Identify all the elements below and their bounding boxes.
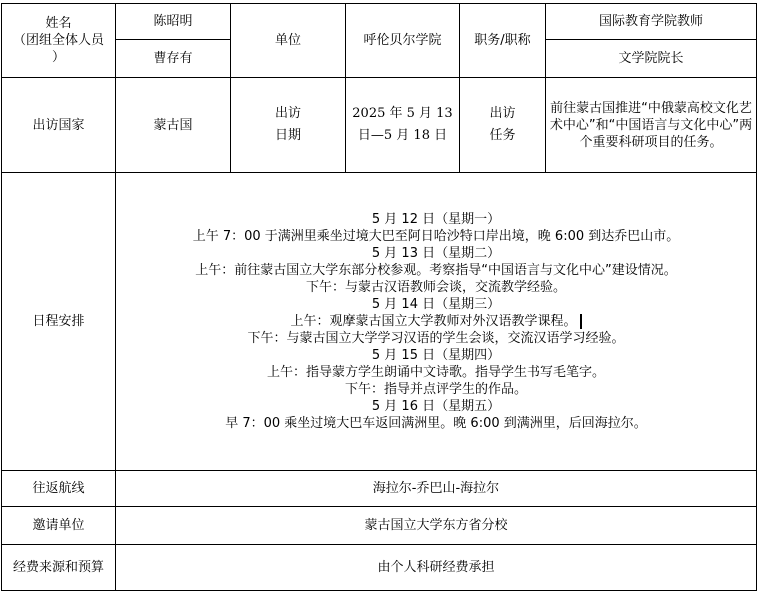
schedule-line: 上午：指导蒙方学生朗诵中文诗歌。指导学生书写毛笔字。 bbox=[266, 365, 605, 380]
schedule-cell bbox=[116, 173, 757, 471]
name-label: 姓名 （团组全体人员 ） bbox=[2, 4, 116, 78]
schedule-line: 下午：与蒙古汉语教师会谈，交流教学经验。 bbox=[305, 280, 566, 295]
title-label: 职务/职称 bbox=[460, 4, 546, 78]
date-label: 出访 日期 bbox=[231, 78, 346, 173]
date-value: 2025 年 5 月 13 日—5 月 18 日 bbox=[346, 78, 460, 173]
country-value: 蒙古国 bbox=[116, 78, 231, 173]
budget-label: 经费来源和预算 bbox=[2, 545, 116, 591]
schedule-line: 上午 7：00 于满洲里乘坐过境大巴至阿日哈沙特口岸出境，晚 6:00 到达乔巴山市。 bbox=[192, 229, 680, 244]
task-value: 前往蒙古国推进“中俄蒙高校文化艺术中心”和“中国语言与文化中心”两个重要科研项目的任务。 bbox=[546, 78, 757, 173]
inviter-label: 邀请单位 bbox=[2, 507, 116, 545]
unit-value: 呼伦贝尔学院 bbox=[346, 4, 460, 78]
schedule-line-with-caret[interactable] bbox=[116, 313, 756, 330]
country-label: 出访国家 bbox=[2, 78, 116, 173]
schedule-line: 下午：与蒙古国立大学学习汉语的学生会谈，交流汉语学习经验。 bbox=[247, 331, 625, 346]
schedule-line: 5 月 14 日（星期三） bbox=[371, 297, 501, 312]
route-value: 海拉尔-乔巴山-海拉尔 bbox=[116, 471, 757, 507]
text-cursor bbox=[580, 314, 582, 329]
member-1: 陈昭明 bbox=[116, 4, 231, 40]
schedule-line: 5 月 16 日（星期五） bbox=[371, 399, 501, 414]
inviter-value: 蒙古国立大学东方省分校 bbox=[116, 507, 757, 545]
title-1: 国际教育学院教师 bbox=[546, 4, 757, 40]
visit-form-table bbox=[1, 3, 757, 591]
schedule-line: 5 月 15 日（星期四） bbox=[371, 348, 501, 363]
schedule-line: 上午：观摩蒙古国立大学教师对外汉语教学课程。 bbox=[290, 314, 577, 329]
schedule-line: 5 月 13 日（星期二） bbox=[371, 246, 501, 261]
route-label: 往返航线 bbox=[2, 471, 116, 507]
schedule-line: 5 月 12 日（星期一） bbox=[371, 212, 501, 227]
member-2: 曹存有 bbox=[116, 40, 231, 78]
schedule-line: 早 7：00 乘坐过境大巴车返回满洲里。晚 6:00 到满洲里，后回海拉尔。 bbox=[225, 416, 647, 431]
title-2: 文学院院长 bbox=[546, 40, 757, 78]
schedule-label: 日程安排 bbox=[2, 173, 116, 471]
task-label: 出访 任务 bbox=[460, 78, 546, 173]
schedule-line: 下午：指导并点评学生的作品。 bbox=[344, 382, 527, 397]
budget-value: 由个人科研经费承担 bbox=[116, 545, 757, 591]
unit-label: 单位 bbox=[231, 4, 346, 78]
schedule-line: 上午：前往蒙古国立大学东部分校参观。考察指导“中国语言与文化中心”建设情况。 bbox=[195, 263, 677, 278]
